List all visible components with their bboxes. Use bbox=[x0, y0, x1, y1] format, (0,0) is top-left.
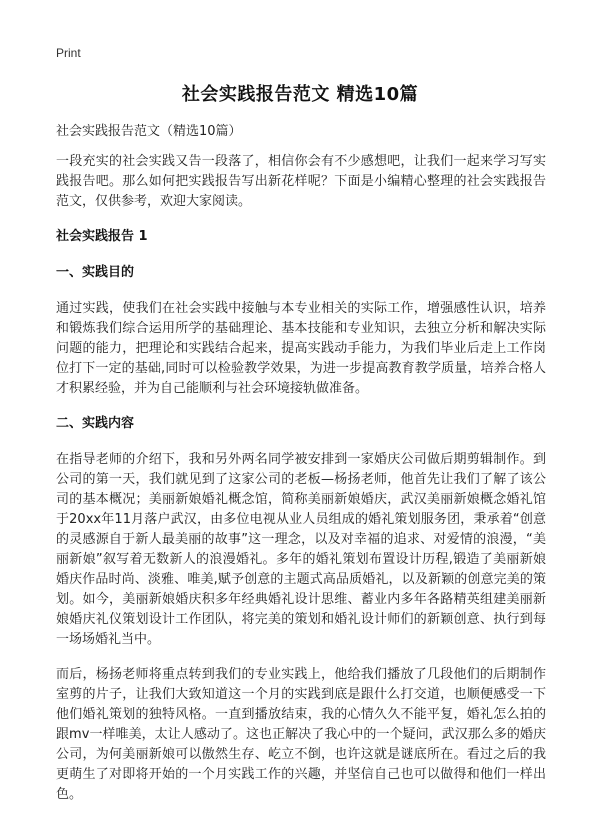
document-body bbox=[56, 122, 546, 820]
intro-paragraph: 一段充实的社会实践又告一段落了，相信你会有不少感想吧，让我们一起来学习写实践报告吧。那么如何把实践报告写出新花样呢？下面是小编精心整理的社会实践报告范文，仅供参考，欢迎大家阅读。 bbox=[56, 154, 546, 209]
purpose-paragraph: 通过实践，使我们在社会实践中接触与本专业相关的实际工作，增强感性认识，培养和锻炼我们综合运用所学的基础理论、基本技能和专业知识，去独立分析和解决实际问题的能力，把理论和实践结合起来，提高实践动手能力，为我们毕业后走上工作岗位打下一定的基础,同时可以检验教学效果，为进一步提高教育教学质量，培养合格人才积累经验，并为自己能顺利与社会环境接轨做准备。 bbox=[56, 301, 546, 396]
report-heading: 社会实践报告 1 bbox=[56, 229, 148, 244]
section-heading-content: 二、实践内容 bbox=[56, 416, 135, 431]
page-title: 社会实践报告范文 精选10篇 bbox=[181, 84, 419, 105]
document-subtitle: 社会实践报告范文（精选10篇） bbox=[56, 124, 242, 139]
content-paragraph-1: 在指导老师的介绍下，我和另外两名同学被安排到一家婚庆公司做后期剪辑制作。到公司的第一天，我们就见到了这家公司的老板—杨扬老师，他首先让我们了解了该公司的基本概况；美丽新娘婚礼概念馆，简称美丽新娘婚庆，武汉美丽新娘概念婚礼馆于20xx年11月落户武汉，由多位电视从业人员组成的婚礼策划服务团，秉承着“创意的灵感源自于新人最美丽的故事”这一理念，以及对幸福的追求、对爱情的浪漫，“美丽新娘”叙写着无数新人的浪漫婚礼。多年的婚礼策划布置设计历程,锻造了美丽新娘婚庆作品时尚、淡雅、唯美,赋予创意的主题式高品质婚礼，以及新颖的创意完美的策划。如今，美丽新娘婚庆积多年经典婚礼设计思维、蓄业内多年各路精英组建美丽新娘婚庆礼仪策划设计工作团队，将完美的策划和婚礼设计师们的新颖创意、执行到每一场场婚礼当中。 bbox=[56, 452, 546, 647]
section-heading-purpose: 一、实践目的 bbox=[56, 265, 135, 280]
print-label[interactable]: Print bbox=[56, 46, 81, 60]
content-paragraph-2: 而后，杨扬老师将重点转到我们的专业实践上，他给我们播放了几段他们的后期制作室剪的片子，让我们大致知道这一个月的实践到底是跟什么打交道，也顺便感受一下他们婚礼策划的独特风格。一直到播放结束，我的心情久久不能平复，婚礼怎么拍的跟mv一样唯美，太让人感动了。这也正解决了我心中的一个疑问，武汉那么多的婚庆公司，为何美丽新娘可以傲然生存、屹立不倒，也许这就是谜底所在。看过之后的我更萌生了对即将开始的一个月实践工作的兴趣，并坚信自己也可以做得和他们一样出色。 bbox=[56, 667, 546, 802]
